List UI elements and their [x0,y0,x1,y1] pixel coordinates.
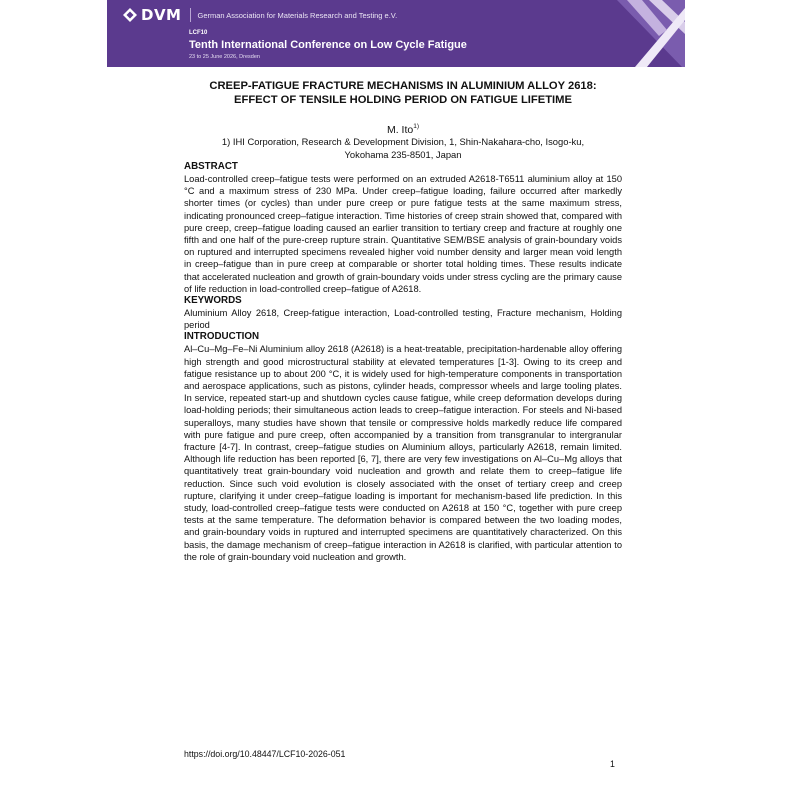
paper-content [184,80,622,563]
author-affiliation-mark: 1) [413,123,420,130]
abstract-heading: ABSTRACT [184,161,238,172]
conference-dates: 23 to 25 June 2026, Dresden [189,54,260,60]
dvm-diamond-icon [123,8,137,22]
introduction-text: Al–Cu–Mg–Fe–Ni Aluminium alloy 2618 (A2618) is a heat-treatable, precipitation-hardenable alloy offering high strength and good microstructural stability at elevated temperatures [1-3]. Owing to its creep and fatigue resistance up to about 200 °C, it is widely used for high-temperature components in transportation and aerospace applications, such as pistons, cylinder heads, compressor wheels and large tooling plates. In service, repeated start-up and shutdown cycles cause fatigue, while creep deformation develops during load-holding periods; their simultaneous action leads to creep–fatigue interaction. For steels and Ni-based superalloys, many studies have shown that tensile or compressive holds markedly reduce life compared with pure fatigue and pure creep, often accompanied by a transition from transgranular to intergranular fracture [4-7]. In contrast, creep–fatigue studies on Aluminium alloys, particularly A2618, remain limited. Although life reduction has been reported [6, 7], there are very few investigations on Al–Cu–Mg alloys that quantitatively treat grain-boundary void nucleation and growth and relate them to creep–fatigue life reduction. Since such void evolution is closely associated with the onset of tertiary creep and creep rupture, clarifying it under creep–fatigue loading is important for mechanism-based life prediction. In this study, load-controlled creep–fatigue tests were conducted on A2618 at 150 °C, together with pure creep tests at the same temperature. The deformation behavior is compared between the two loading modes, and grain-boundary voids in ruptured and interrupted specimens are quantitatively characterized. On this basis, the damage mechanism of creep–fatigue interaction in A2618 is clarified, with particular attention to the role of grain-boundary void nucleation and growth. [184,344,622,562]
title-line-1: CREEP-FATIGUE FRACTURE MECHANISMS IN ALUMINIUM ALLOY 2618: [209,80,597,92]
introduction-heading: INTRODUCTION [184,331,260,343]
paper-title [184,80,622,107]
author-line [184,121,622,136]
organization-name: German Association for Materials Research and Testing e.V. [197,10,398,20]
dvm-logo [123,6,397,24]
conference-short-name: LCF10 [189,30,208,36]
paper-page [107,0,685,800]
affiliation [184,136,622,161]
logo-divider [190,8,191,22]
conference-title: Tenth International Conference on Low Cycle Fatigue [189,39,467,51]
affiliation-line-2: Yokohama 235-8501, Japan [344,148,462,160]
doi-link[interactable]: https://doi.org/10.48447/LCF10-2026-051 [184,749,346,759]
keywords-text: Aluminium Alloy 2618, Creep-fatigue interaction, Load-controlled testing, Fracture mechanism, Holding period [184,308,622,331]
keywords-heading: KEYWORDS [184,295,242,307]
logo-text: DVM [141,6,182,24]
title-line-2: EFFECT OF TENSILE HOLDING PERIOD ON FATIGUE LIFETIME [234,93,572,106]
page-number: 1 [610,759,615,769]
affiliation-line-1: 1) IHI Corporation, Research & Development Division, 1, Shin-Nakahara-cho, Isogo-ku, [221,136,585,147]
conference-banner [107,0,685,67]
author-name: M. Ito [386,124,414,136]
abstract-text: Load-controlled creep–fatigue tests were performed on an extruded A2618-T6511 aluminium alloy at 150 °C and a maximum stress of 230 MPa. Under creep–fatigue loading, failure occurred after markedly shorter times (or cycles) than under pure creep or pure fatigue tests at the same maximum stress, indicating pronounced creep–fatigue interaction. Time histories of creep strain showed that, compared with pure creep, creep–fatigue loading caused an earlier transition to tertiary creep and fracture at roughly one fifth and one half of the pure-creep rupture strain. Quantitative SEM/BSE analysis of grain-boundary voids on ruptured and interrupted specimens revealed higher void number density and larger mean void length in creep–fatigue than in pure creep at comparable or shorter total holding times. These results indicate that accelerated nucleation and growth of grain-boundary voids under stress cycling are the primary cause of life reduction in load-controlled creep–fatigue of A2618. [184,174,622,294]
